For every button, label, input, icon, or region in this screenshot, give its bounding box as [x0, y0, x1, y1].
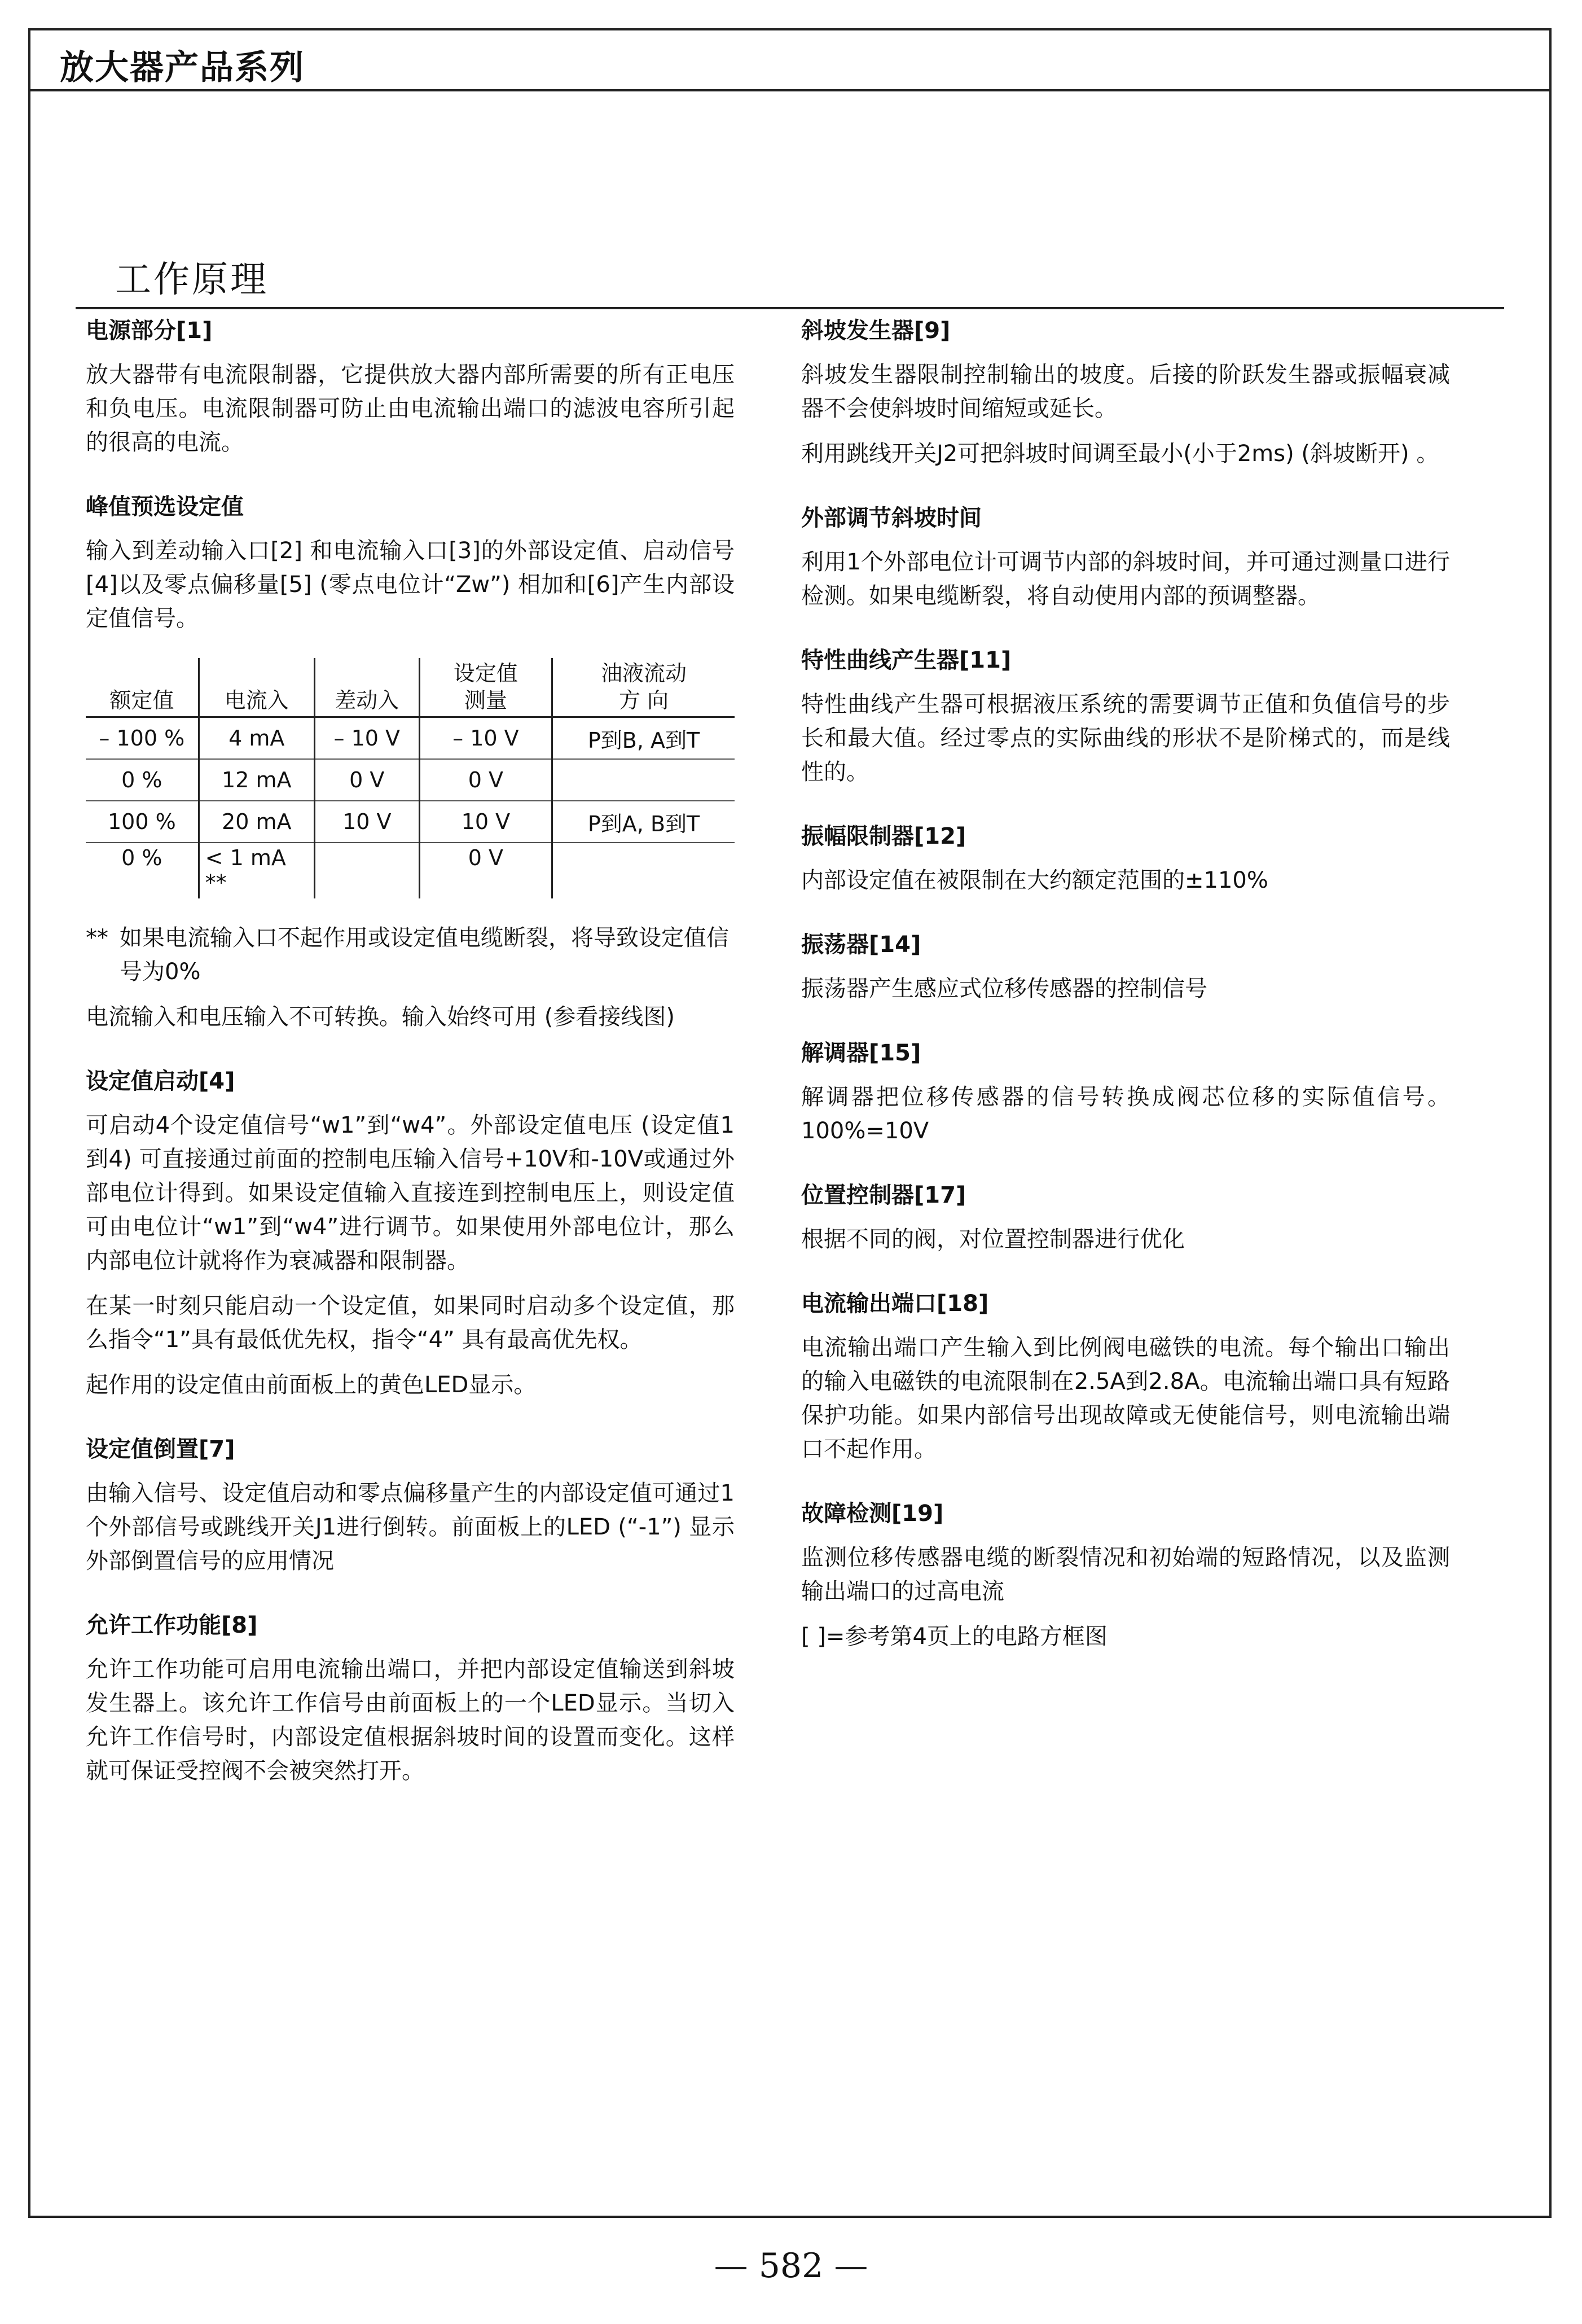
left-column	[86, 316, 735, 1821]
peak-heading: 峰值预选设定值	[86, 494, 244, 520]
footnote-mark: **	[86, 925, 108, 951]
table-cell	[552, 843, 735, 898]
position-controller-text: 根据不同的阀，对位置控制器进行优化	[801, 1226, 1185, 1252]
table-cell: 0 %	[121, 845, 162, 870]
table-cell: 0 V	[419, 759, 552, 801]
power-text: 放大器带有电流限制器，它提供放大器内部所需要的所有正电压和负电压。电流限制器可防止由电流输出端口的滤波电容所引起的很高的电流。	[86, 362, 735, 455]
position-controller-heading: 位置控制器[17]	[801, 1182, 966, 1208]
table-header-cell: 设定值 测量	[419, 658, 552, 717]
section-divider	[76, 307, 1504, 309]
table-row	[86, 843, 735, 898]
ext-ramp-text: 利用1个外部电位计可调节内部的斜坡时间，并可通过测量口进行检测。如果电缆断裂，将自动使用内部的预调整器。	[801, 549, 1450, 609]
oscillator-heading: 振荡器[14]	[801, 932, 921, 958]
enable-text-2: 在某一时刻只能启动一个设定值，如果同时启动多个设定值，那么指令“1”具有最低优先权，指令“4” 具有最高优先权。	[86, 1293, 735, 1353]
table-cell: 0 %	[86, 759, 199, 801]
setpoint-table	[86, 658, 735, 898]
table-cell: 20 mA	[199, 801, 314, 843]
table-header-cell: 额定值	[86, 658, 199, 717]
table-cell: < 1 mA **	[199, 843, 314, 898]
position-controller-section	[801, 1181, 1450, 1256]
table-row	[86, 801, 735, 843]
enable-text-3: 起作用的设定值由前面板上的黄色LED显示。	[86, 1372, 537, 1398]
ramp-text-2: 利用跳线开关J2可把斜坡时间调至最小(小于2ms) (斜坡断开) 。	[801, 441, 1439, 467]
limiter-heading: 振幅限制器[12]	[801, 823, 966, 849]
table-cell: 10 V	[419, 801, 552, 843]
right-column	[801, 316, 1450, 1686]
power-section	[86, 316, 735, 459]
peak-text: 输入到差动输入口[2] 和电流输入口[3]的外部设定值、启动信号[4]以及零点偏移量[5] (零点电位计“Zw”) 相加和[6]产生内部设定值信号。	[86, 538, 735, 632]
current-output-section	[801, 1289, 1450, 1466]
enable-text-1: 可启动4个设定值信号“w1”到“w4”。外部设定值电压 (设定值1到4) 可直接通过前面的控制电压输入信号+10V和-10V或通过外部电位计得到。如果设定值输入直接连到控制电压上，则设定值可由电位计“w1”到“w4”进行调节。如果使用外部电位计，那么内部电位计就将作为衰减器和限制器。	[86, 1112, 735, 1274]
current-output-heading: 电流输出端口[18]	[801, 1291, 989, 1317]
curve-section	[801, 646, 1450, 789]
table-header-cell: 油液流动 方 向	[552, 658, 735, 717]
enable-heading: 设定值启动[4]	[86, 1068, 235, 1094]
input-note: 电流输入和电压输入不可转换。输入始终可用 (参看接线图)	[86, 1004, 675, 1030]
table-row	[86, 759, 735, 801]
table-cell: 100 %	[86, 801, 199, 843]
page-number: — 582 —	[714, 2246, 868, 2286]
reference-note: [ ]=参考第4页上的电路方框图	[801, 1624, 1108, 1650]
invert-section	[86, 1435, 735, 1578]
limiter-text: 内部设定值在被限制在大约额定范围的±110%	[801, 867, 1268, 893]
ext-ramp-section	[801, 503, 1450, 613]
fault-detection-heading: 故障检测[19]	[801, 1501, 944, 1527]
table-cell: P到A, B到T	[552, 801, 735, 843]
table-cell: – 10 V	[314, 717, 419, 760]
table-cell	[314, 843, 419, 898]
curve-heading: 特性曲线产生器[11]	[801, 647, 1012, 673]
ramp-heading: 斜坡发生器[9]	[801, 318, 951, 344]
ramp-text-1: 斜坡发生器限制控制输出的坡度。后接的阶跃发生器或振幅衰减器不会使斜坡时间缩短或延长。	[801, 362, 1450, 422]
table-header-row	[86, 658, 735, 717]
table-cell: 4 mA	[199, 717, 314, 760]
header-divider	[30, 89, 1549, 91]
enable-section	[86, 1067, 735, 1402]
table-cell: 12 mA	[199, 759, 314, 801]
table-cell: P到B, A到T	[552, 717, 735, 760]
curve-text: 特性曲线产生器可根据液压系统的需要调节正值和负值信号的步长和最大值。经过零点的实际曲线的形状不是阶梯式的，而是线性的。	[801, 691, 1450, 785]
peak-section	[86, 492, 735, 635]
table-header-cell: 差动入	[314, 658, 419, 717]
footnote-text: 如果电流输入口不起作用或设定值电缆断裂，将导致设定值信号为0%	[120, 925, 729, 985]
oscillator-text: 振荡器产生感应式位移传感器的控制信号	[801, 976, 1207, 1002]
table-cell	[552, 759, 735, 801]
table-cell: – 100 %	[86, 717, 199, 760]
table-cell: – 10 V	[419, 717, 552, 760]
demodulator-heading: 解调器[15]	[801, 1040, 921, 1066]
table-cell: 0 V	[314, 759, 419, 801]
table-footnote	[86, 921, 735, 989]
demodulator-section	[801, 1038, 1450, 1148]
table-cell: 10 V	[314, 801, 419, 843]
fault-detection-section	[801, 1499, 1450, 1654]
power-heading: 电源部分[1]	[86, 318, 213, 344]
permit-section	[86, 1611, 735, 1788]
ext-ramp-heading: 外部调节斜坡时间	[801, 505, 982, 531]
table-cell: 0 V	[419, 843, 552, 898]
series-title: 放大器产品系列	[60, 48, 305, 87]
section-title: 工作原理	[115, 259, 269, 301]
ramp-section	[801, 316, 1450, 471]
invert-heading: 设定值倒置[7]	[86, 1436, 235, 1462]
table-header-cell: 电流入	[199, 658, 314, 717]
permit-heading: 允许工作功能[8]	[86, 1612, 258, 1638]
oscillator-section	[801, 930, 1450, 1006]
invert-text: 由输入信号、设定值启动和零点偏移量产生的内部设定值可通过1个外部信号或跳线开关J1进行倒转。前面板上的LED (“-1”) 显示外部倒置信号的应用情况	[86, 1480, 735, 1574]
current-output-text: 电流输出端口产生输入到比例阀电磁铁的电流。每个输出口输出的输入电磁铁的电流限制在2.5A到2.8A。电流输出端口具有短路保护功能。如果内部信号出现故障或无使能信号，则电流输出端口不起作用。	[801, 1335, 1450, 1462]
limiter-section	[801, 822, 1450, 897]
fault-detection-text: 监测位移传感器电缆的断裂情况和初始端的短路情况，以及监测输出端口的过高电流	[801, 1545, 1450, 1604]
demodulator-text: 解调器把位移传感器的信号转换成阀芯位移的实际值信号。100%=10V	[801, 1084, 1450, 1144]
table-row	[86, 717, 735, 760]
permit-text: 允许工作功能可启用电流输出端口，并把内部设定值输送到斜坡发生器上。该允许工作信号由前面板上的一个LED显示。当切入允许工作信号时，内部设定值根据斜坡时间的设置而变化。这样就可保证受控阀不会被突然打开。	[86, 1656, 735, 1784]
